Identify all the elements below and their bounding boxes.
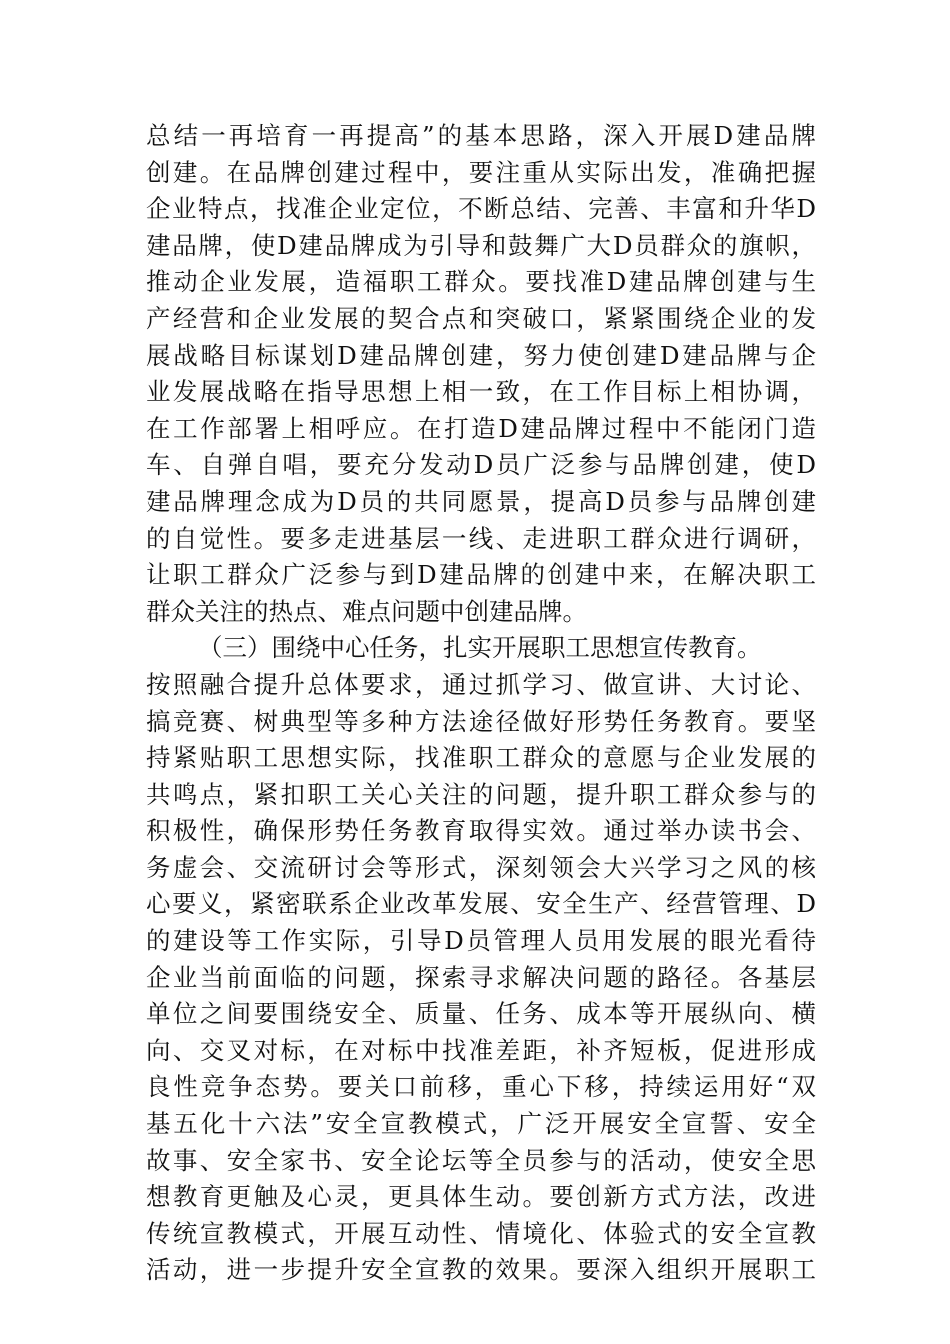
text-line: 单位之间要围绕安全、质量、任务、成本等开展纵向、横	[146, 999, 816, 1029]
text-line: 活动，进一步提升安全宣教的效果。要深入组织开展职工	[146, 1255, 816, 1285]
text-line: 建品牌理念成为D员的共同愿景，提高D员参与品牌创建	[146, 486, 816, 516]
text-line: 务虚会、交流研讨会等形式，深刻领会大兴学习之风的核	[146, 852, 816, 882]
text-line: 展战略目标谋划D建品牌创建，努力使创建D建品牌与企	[146, 340, 816, 370]
text-line: 创建。在品牌创建过程中，要注重从实际出发，准确把握	[146, 157, 816, 187]
text-line: 传统宣教模式，开展互动性、情境化、体验式的安全宣教	[146, 1218, 816, 1248]
body-text	[146, 118, 816, 1289]
text-line: 产经营和企业发展的契合点和突破口，紧紧围绕企业的发	[146, 303, 816, 333]
text-line: 的建设等工作实际，引导D员管理人员用发展的眼光看待	[146, 926, 816, 956]
text-line: 在工作部署上相呼应。在打造D建品牌过程中不能闭门造	[146, 413, 816, 443]
text-line: 的自觉性。要多走进基层一线、走进职工群众进行调研，	[146, 523, 816, 553]
text-line: 故事、安全家书、安全论坛等全员参与的活动，使安全思	[146, 1145, 816, 1175]
section-heading: （三）围绕中心任务，扎实开展职工思想宣传教育。	[198, 633, 762, 663]
text-line: 向、交叉对标，在对标中找准差距，补齐短板，促进形成	[146, 1035, 816, 1065]
text-line: 车、自弹自唱，要充分发动D员广泛参与品牌创建，使D	[146, 450, 816, 480]
text-line: 企业特点，找准企业定位，不断总结、完善、丰富和升华D	[146, 194, 816, 224]
text-line: 积极性，确保形势任务教育取得实效。通过举办读书会、	[146, 816, 816, 846]
text-line: 总结一再培育一再提高”的基本思路，深入开展D建品牌	[146, 121, 816, 150]
text-line: 建品牌，使D建品牌成为引导和鼓舞广大D员群众的旗帜，	[146, 230, 816, 260]
text-line: 搞竞赛、树典型等多种方法途径做好形势任务教育。要坚	[146, 706, 816, 736]
text-line: 基五化十六法”安全宣教模式，广泛开展安全宣誓、安全	[146, 1109, 816, 1139]
text-line: 想教育更触及心灵，更具体生动。要创新方式方法，改进	[146, 1182, 816, 1212]
text-line: 企业当前面临的问题，探索寻求解决问题的路径。各基层	[146, 962, 816, 992]
text-line: 推动企业发展，造福职工群众。要找准D建品牌创建与生	[146, 267, 816, 297]
text-line: 业发展战略在指导思想上相一致，在工作目标上相协调，	[146, 377, 816, 407]
text-line: 共鸣点，紧扣职工关心关注的问题，提升职工群众参与的	[146, 779, 816, 809]
text-line: 良性竞争态势。要关口前移，重心下移，持续运用好“双	[146, 1072, 816, 1102]
text-line: 按照融合提升总体要求，通过抓学习、做宣讲、大讨论、	[146, 669, 816, 699]
text-line: 持紧贴职工思想实际，找准职工群众的意愿与企业发展的	[146, 743, 816, 773]
text-line: 让职工群众广泛参与到D建品牌的创建中来，在解决职工	[146, 560, 816, 590]
text-line: 心要义，紧密联系企业改革发展、安全生产、经营管理、D	[146, 889, 816, 919]
text-line: 群众关注的热点、难点问题中创建品牌。	[146, 596, 587, 626]
